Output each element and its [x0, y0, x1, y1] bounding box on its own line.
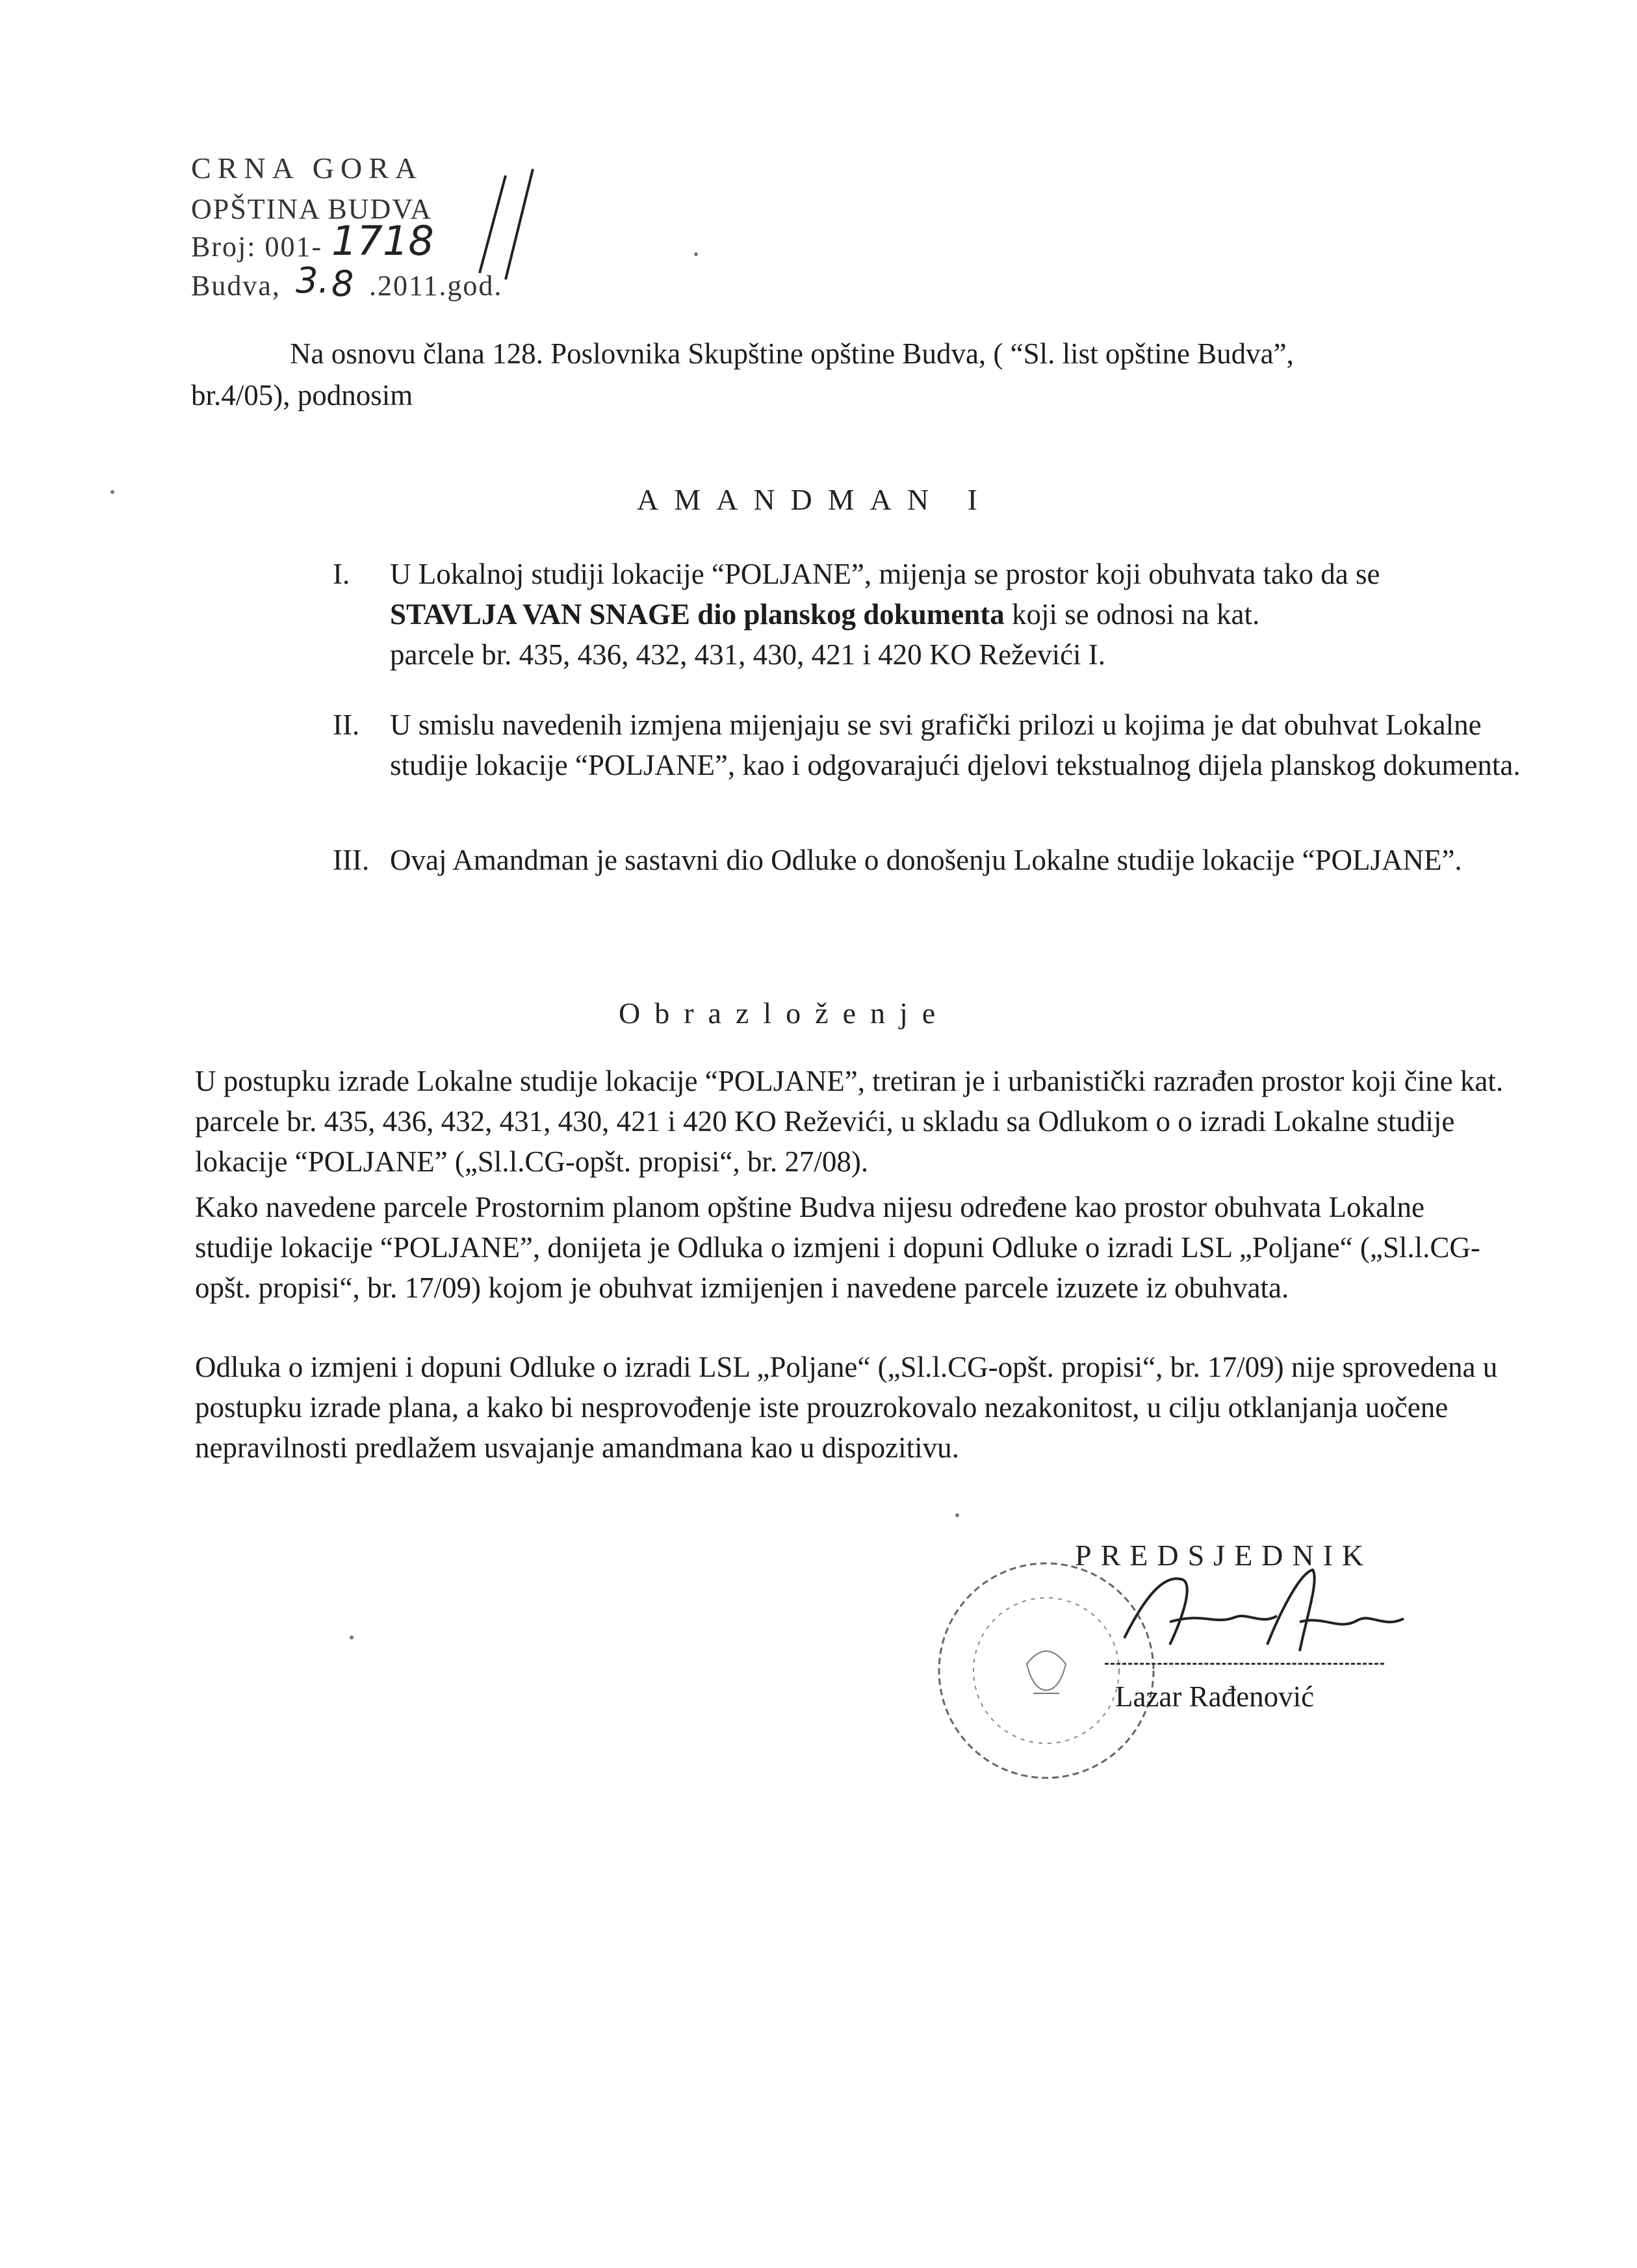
reasoning-paragraph-3: Odluka o izmjeni i dopuni Odluke o izradi LSL „Poljane“ („Sl.l.CG-opšt. propisi“, br. 17/09) nije sprovedena u postupku izrade plana, a kako bi nesprovođenje iste prouzrokovalo nezakonitost, u cilju otklanjanja uočene nepravilnosti predlažem usvajanje amandmana kao u dispozitivu.: [195, 1351, 1498, 1464]
date-month-handwritten: 8: [331, 263, 354, 304]
intro-line-1: Na osnovu člana 128. Poslovnika Skupštine opštine Budva, ( “Sl. list opštine Budva”,: [290, 337, 1294, 370]
item-text-part-b: koji se odnosi na kat.: [1004, 598, 1260, 631]
handwritten-signature: [1105, 1560, 1430, 1671]
signatory-name: Lazar Rađenović: [1115, 1680, 1315, 1713]
scan-speck: [694, 252, 698, 256]
amendment-item-3: [333, 840, 1515, 931]
document-number-label: Broj: 001-: [191, 231, 323, 263]
item-text-part-a: U Lokalnoj studiji lokacije “POLJANE”, mijenja se prostor koji obuhvata tako da se: [390, 558, 1380, 590]
scan-speck: [955, 1513, 959, 1517]
item-text-part-c: parcele br. 435, 436, 432, 431, 430, 421 i 420 KO Reževići I.: [390, 638, 1106, 671]
date-day-handwritten: 3.: [296, 260, 329, 301]
scan-speck: [110, 490, 114, 494]
reasoning-paragraph-2: Kako navedene parcele Prostornim planom opštine Budva nijesu određene kao prostor obuhvata Lokalne studije lokacije “POLJANE”, donijeta je Odluka o izmjeni i dopuni Odluke o izradi LSL „Poljane“ („Sl.l.CG-opšt. propisi“, br. 17/09) kojom je obuhvat izmijenjen i navedene parcele izuzete iz obuhvata.: [195, 1191, 1480, 1304]
item-number: II.: [333, 709, 360, 741]
signature-role: PREDSJEDNIK: [1075, 1539, 1373, 1572]
item-text-bold: STAVLJA VAN SNAGE dio planskog dokumenta: [390, 598, 1005, 631]
date-year: .2011.god.: [369, 270, 503, 302]
item-number: III.: [333, 844, 370, 876]
item-text: [390, 554, 1521, 675]
document-number-handwritten: 1718: [331, 217, 434, 265]
country-heading: CRNA GORA: [191, 151, 424, 185]
reasoning-paragraph-1: U postupku izrade Lokalne studije lokacije “POLJANE”, tretiran je i urbanistički razrađen prostor koji čine kat. parcele br. 435, 436, 432, 431, 430, 421 i 420 KO Reževići, u skladu sa Odlukom o o izradi Lokalne studije lokacije “POLJANE” („Sl.l.CG-opšt. propisi“, br. 27/08).: [195, 1065, 1504, 1178]
handwritten-slash-mark: [468, 163, 546, 286]
scan-speck: [350, 1636, 354, 1639]
amendment-title: AMANDMAN I: [637, 483, 993, 516]
item-number: I.: [333, 558, 350, 590]
item-text: U smislu navedenih izmjena mijenjaju se svi grafički prilozi u kojima je dat obuhvat Lokalne studije lokacije “POLJANE”, kao i odgovarajući djelovi tekstualnog dijela planskog dokumenta.: [390, 709, 1521, 781]
intro-line-2: br.4/05), podnosim: [191, 379, 413, 411]
signature-line: [1105, 1663, 1384, 1665]
amendment-item-2: [333, 705, 1521, 835]
item-text: Ovaj Amandman je sastavni dio Odluke o donošenju Lokalne studije lokacije “POLJANE”.: [390, 844, 1462, 876]
reasoning-title: Obrazloženje: [619, 997, 950, 1030]
place-label: Budva,: [191, 270, 281, 302]
amendment-item-1: [333, 554, 1515, 684]
municipality-heading: OPŠTINA BUDVA: [191, 193, 433, 225]
